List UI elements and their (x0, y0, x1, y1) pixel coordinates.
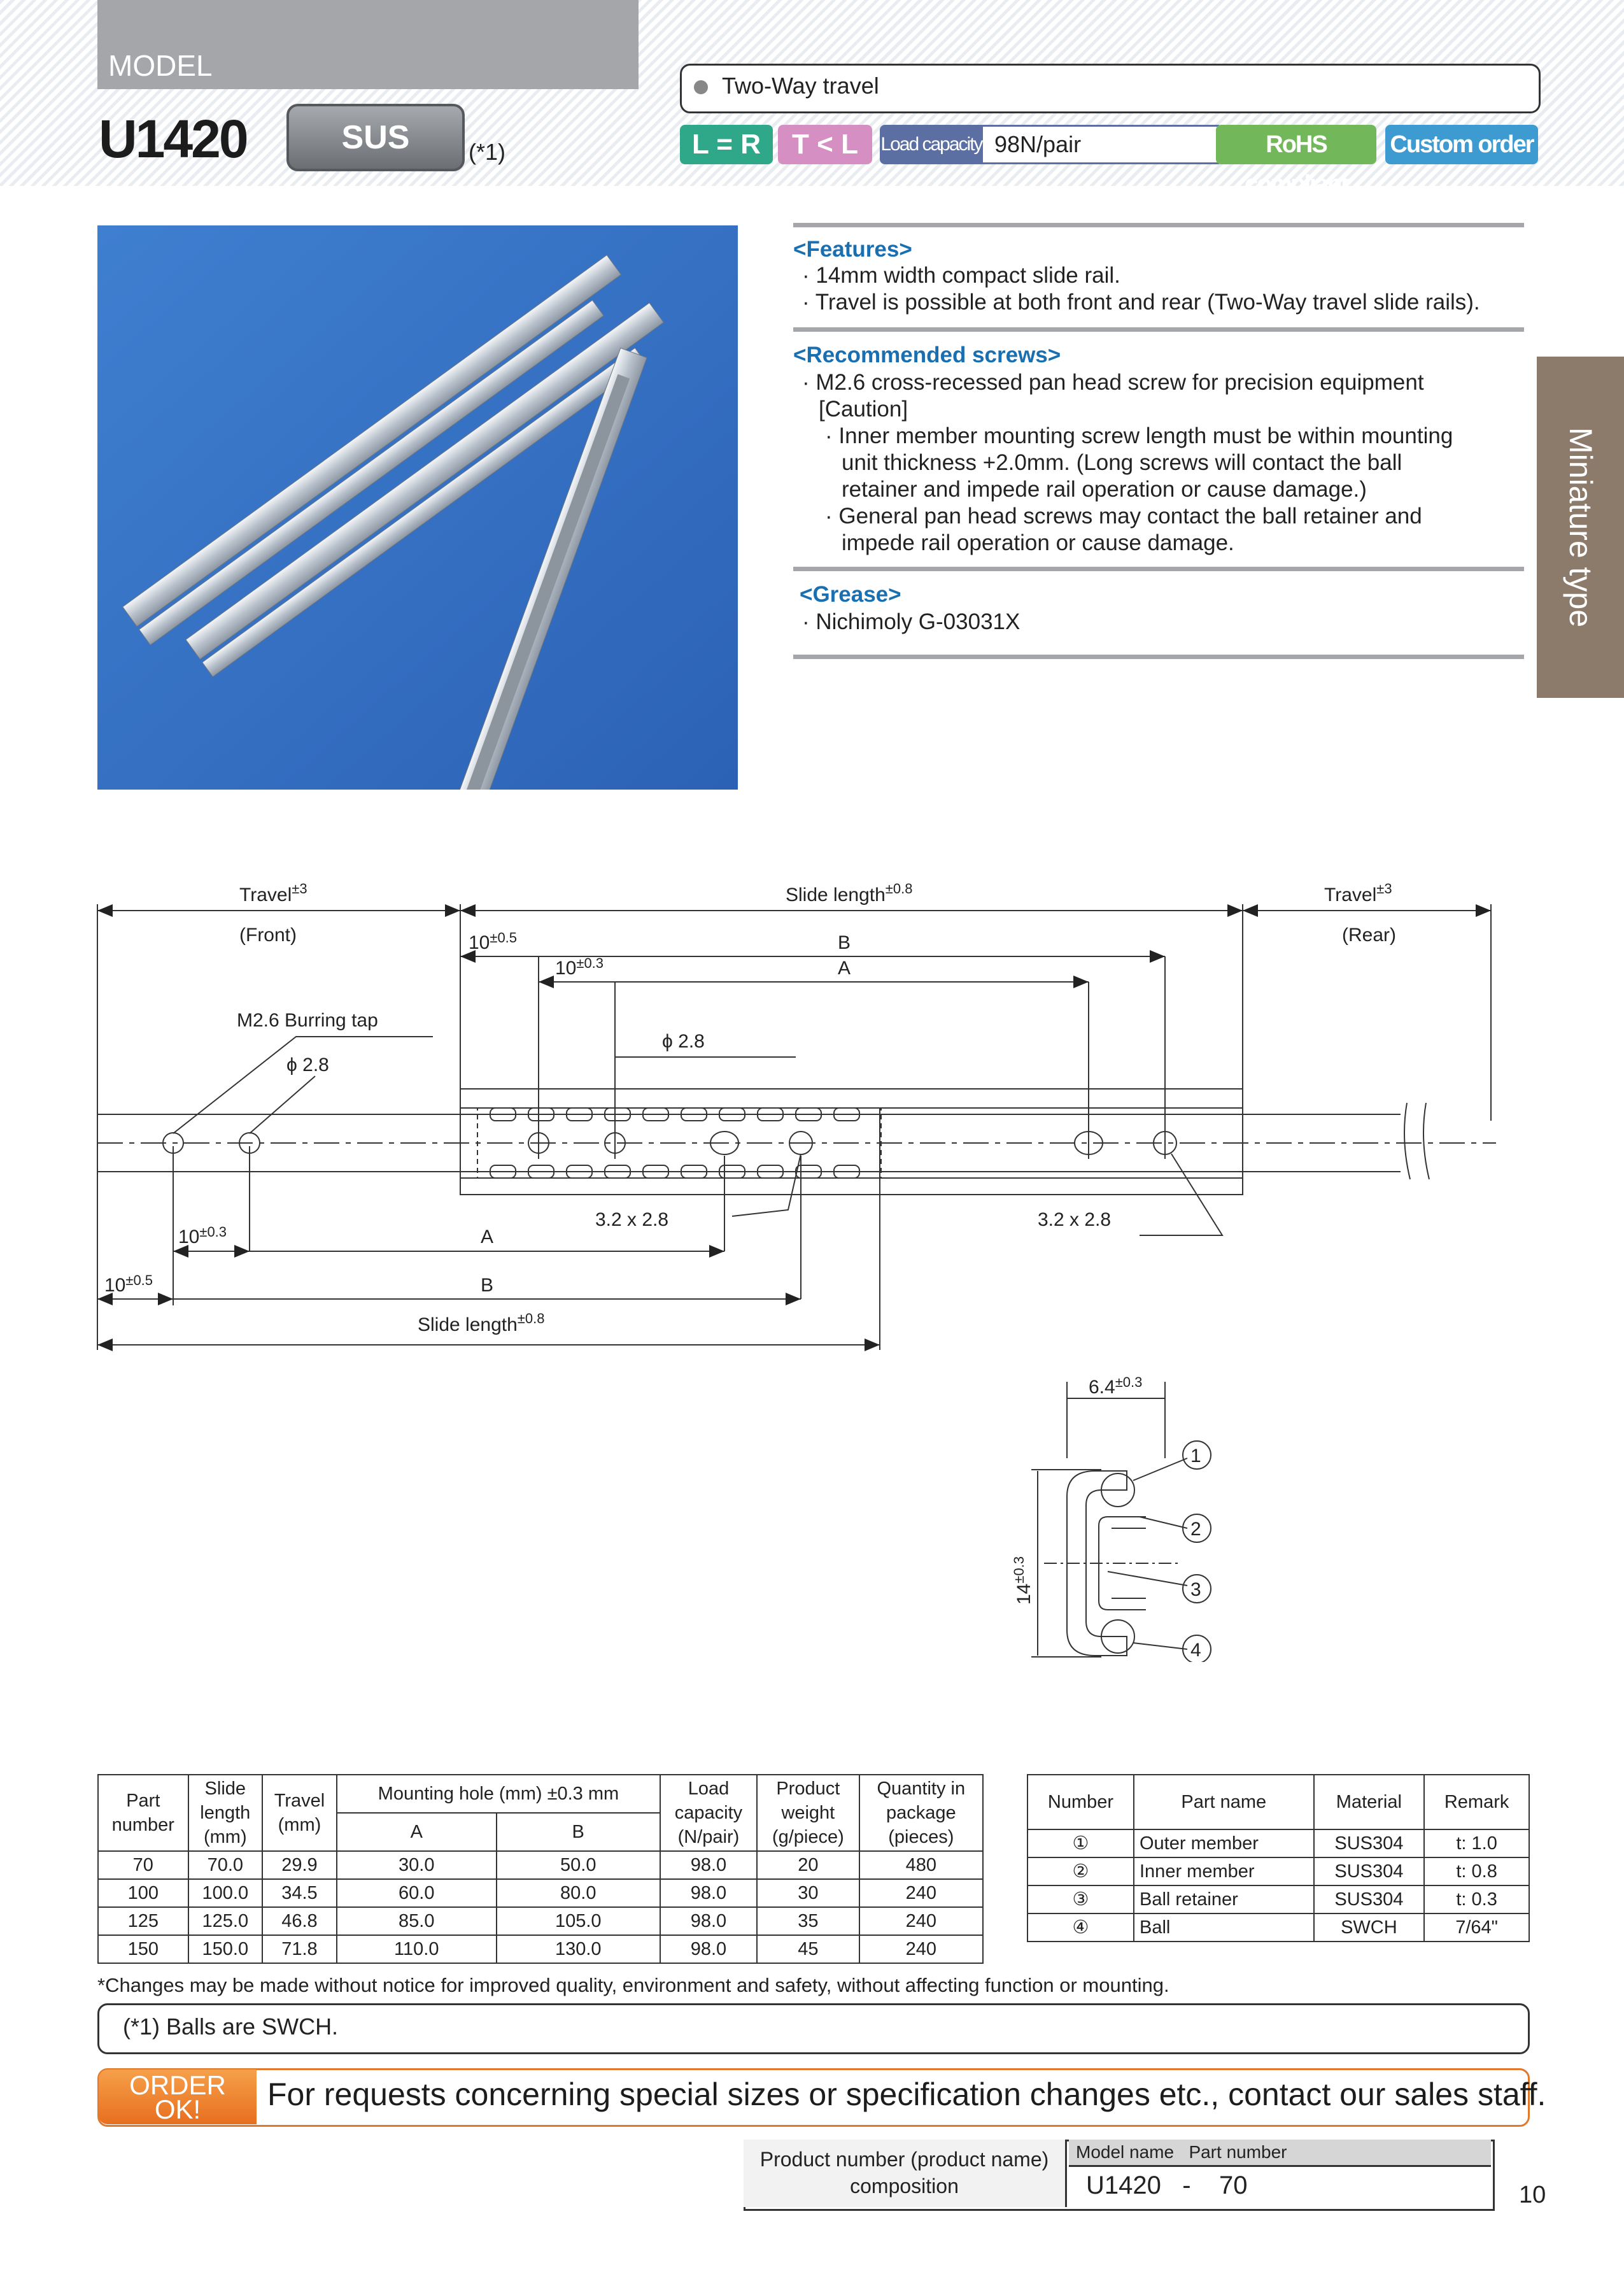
table-cell: 30.0 (337, 1851, 497, 1879)
table-cell: 45 (757, 1935, 859, 1963)
cross-section-drawing (980, 1369, 1248, 1662)
travel-rear-label: Travel$^{\pm 3}$ (1324, 881, 1392, 905)
rear-label: (Rear) (1342, 925, 1397, 946)
table-cell: 80.0 (497, 1879, 660, 1907)
grease-heading: <Grease> (800, 582, 901, 607)
table-header-row (1027, 1775, 1529, 1829)
table-cell: 240 (859, 1907, 983, 1935)
grease-item: · Nichimoly G-03031X (802, 609, 1020, 634)
dim-10-inner: $10^{\pm 0.3}$ (555, 955, 604, 979)
table-row (1027, 1885, 1529, 1913)
table-row (98, 1879, 983, 1907)
table-row (1027, 1829, 1529, 1857)
table-cell: 125 (98, 1907, 188, 1935)
col-quantity: Quantity in package (pieces) (859, 1775, 983, 1851)
callout-number: 2 (1190, 1519, 1201, 1540)
product-number-label: Product number (product name) composition (744, 2140, 1067, 2207)
table-cell: 29.9 (262, 1851, 337, 1879)
table-cell: 85.0 (337, 1907, 497, 1935)
front-label: (Front) (239, 925, 297, 946)
order-text: For requests concerning special sizes or specification changes etc., contact our sales staff. (267, 2077, 1546, 2112)
table-cell: 46.8 (262, 1907, 337, 1935)
table-cell: 7/64" (1424, 1913, 1529, 1942)
col-weight: Product weight (g/piece) (757, 1775, 859, 1851)
balls-note: (*1) Balls are SWCH. (123, 2013, 339, 2040)
material-badge: SUS (286, 104, 465, 171)
col-part-number: Part number (98, 1775, 188, 1851)
model-label: MODEL (108, 49, 213, 82)
table-cell: SUS304 (1314, 1829, 1425, 1857)
feature-item: · 14mm width compact slide rail. (802, 263, 1120, 288)
table-cell: 98.0 (660, 1935, 757, 1963)
table-cell: 98.0 (660, 1907, 757, 1935)
table-cell: ① (1027, 1829, 1134, 1857)
col-load-capacity: Load capacity (N/pair) (660, 1775, 757, 1851)
table-cell: 100.0 (188, 1879, 262, 1907)
table-cell: 110.0 (337, 1935, 497, 1963)
table-cell: 70.0 (188, 1851, 262, 1879)
disclaimer: *Changes may be made without notice for improved quality, environment and safety, without affecting function or mounting. (97, 1974, 1169, 1996)
burring-tap-label: M2.6 Burring tap (237, 1010, 378, 1031)
divider (793, 223, 1524, 227)
col-number: Number (1027, 1775, 1134, 1829)
dim-b-bottom: B (481, 1275, 494, 1296)
table-cell: 98.0 (660, 1851, 757, 1879)
callout-number: 1 (1190, 1445, 1201, 1466)
dim-10-bottom: $10^{\pm 0.3}$ (178, 1224, 227, 1247)
table-cell: ② (1027, 1857, 1134, 1885)
slide-length-top: Slide length$^{\pm 0.8}$ (786, 881, 913, 905)
table-cell: 35 (757, 1907, 859, 1935)
table-cell: ④ (1027, 1913, 1134, 1942)
table-cell: Inner member (1134, 1857, 1314, 1885)
travel-front-label: Travel$^{\pm 3}$ (239, 881, 307, 905)
table-cell: 125.0 (188, 1907, 262, 1935)
table-header-row (98, 1775, 983, 1813)
dim-a-bottom: A (481, 1226, 494, 1247)
travel-type: Two-Way travel (722, 73, 879, 99)
side-tab-label: Miniature type (1563, 427, 1599, 628)
col-part-name: Part name (1134, 1775, 1314, 1829)
table-row (1027, 1857, 1529, 1885)
table-cell: 50.0 (497, 1851, 660, 1879)
features-heading: <Features> (793, 237, 912, 262)
callout-number: 3 (1190, 1579, 1201, 1600)
caution-label: [Caution] (819, 397, 908, 422)
table-row (1027, 1913, 1529, 1942)
table-cell: t: 0.3 (1424, 1885, 1529, 1913)
bullet-icon (694, 80, 708, 94)
callout-number: 4 (1190, 1640, 1201, 1661)
height-dimension: $14^{\pm 0.3}$ (1011, 1556, 1034, 1605)
table-cell: 150.0 (188, 1935, 262, 1963)
slot-label: 3.2 x 2.8 (595, 1209, 669, 1230)
caution-text: · Inner member mounting screw length must be within mounting (825, 423, 1453, 448)
col-material: Material (1314, 1775, 1425, 1829)
custom-order-badge: Custom order (1385, 125, 1538, 164)
order-ok-badge: ORDER OK! (99, 2070, 257, 2124)
divider (793, 655, 1524, 659)
caution-text: retainer and impede rail operation or cause damage.) (842, 477, 1367, 502)
table-cell: 30 (757, 1879, 859, 1907)
spec-table (97, 1774, 984, 1964)
table-cell: Ball (1134, 1913, 1314, 1942)
caution-text: · General pan head screws may contact the ball retainer and (825, 504, 1422, 529)
caution-text: unit thickness +2.0mm. (Long screws will contact the ball (842, 450, 1402, 475)
table-row (98, 1935, 983, 1963)
table-cell: 20 (757, 1851, 859, 1879)
table-cell: Outer member (1134, 1829, 1314, 1857)
table-cell: 130.0 (497, 1935, 660, 1963)
phi-left-label: ϕ 2.8 (286, 1054, 329, 1076)
product-number-value: U1420 - 70 (1086, 2171, 1248, 2199)
slide-length-bottom: Slide length$^{\pm 0.8}$ (418, 1310, 545, 1335)
load-capacity-label: Load capacity (880, 125, 983, 164)
col-b: B (497, 1813, 660, 1851)
feature-item: · Travel is possible at both front and rear (Two-Way travel slide rails). (802, 290, 1480, 315)
page-number: 10 (1519, 2182, 1546, 2208)
table-cell: 71.8 (262, 1935, 337, 1963)
dimension-drawing (89, 866, 1502, 1363)
col-slide-length: Slide length (mm) (188, 1775, 262, 1851)
table-row (98, 1907, 983, 1935)
table-cell: 240 (859, 1935, 983, 1963)
table-cell: SWCH (1314, 1913, 1425, 1942)
divider (793, 567, 1524, 571)
table-cell: SUS304 (1314, 1857, 1425, 1885)
badge-l-equals-r: L = R (680, 125, 773, 164)
slot-label: 3.2 x 2.8 (1038, 1209, 1112, 1230)
table-cell: 60.0 (337, 1879, 497, 1907)
col-travel: Travel (mm) (262, 1775, 337, 1851)
table-cell: SUS304 (1314, 1885, 1425, 1913)
table-cell: 100 (98, 1879, 188, 1907)
table-cell: 480 (859, 1851, 983, 1879)
table-cell: t: 0.8 (1424, 1857, 1529, 1885)
load-capacity-value: 98N/pair (983, 125, 1219, 164)
badge-t-less-l: T < L (778, 125, 872, 164)
table-cell: 240 (859, 1879, 983, 1907)
model-name: U1420 (99, 109, 247, 169)
divider (793, 327, 1524, 332)
table-cell: 34.5 (262, 1879, 337, 1907)
width-dimension: $6.4^{\pm 0.3}$ (1089, 1374, 1143, 1398)
rohs-badge: RoHS compliant (1216, 125, 1376, 164)
product-number-head-text: Model name Part number (1076, 2142, 1287, 2162)
col-mounting-hole: Mounting hole (mm) ±0.3 mm (337, 1775, 660, 1813)
parts-table (1027, 1774, 1530, 1942)
table-cell: Ball retainer (1134, 1885, 1314, 1913)
table-cell: ③ (1027, 1885, 1134, 1913)
dim-10-top: $10^{\pm 0.5}$ (469, 930, 518, 953)
table-cell: t: 1.0 (1424, 1829, 1529, 1857)
dim-b-top: B (838, 932, 851, 953)
screws-heading: <Recommended screws> (793, 343, 1061, 367)
dim-a-top: A (838, 958, 851, 979)
table-row (98, 1851, 983, 1879)
screws-line: · M2.6 cross-recessed pan head screw for precision equipment (802, 370, 1424, 395)
table-cell: 98.0 (660, 1879, 757, 1907)
table-cell: 105.0 (497, 1907, 660, 1935)
table-cell: 150 (98, 1935, 188, 1963)
dim-10-left: $10^{\pm 0.5}$ (104, 1272, 153, 1296)
phi-top-label: ϕ 2.8 (662, 1031, 705, 1052)
col-a: A (337, 1813, 497, 1851)
col-remark: Remark (1424, 1775, 1529, 1829)
material-note: (*1) (469, 139, 506, 165)
table-cell: 70 (98, 1851, 188, 1879)
product-photo (97, 225, 738, 790)
caution-text: impede rail operation or cause damage. (842, 530, 1234, 555)
